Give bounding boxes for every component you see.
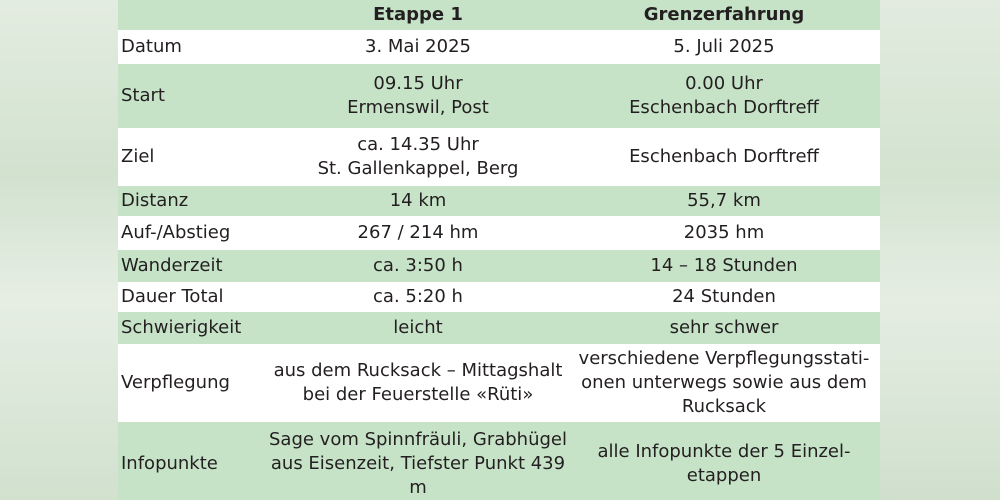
grenzerfahrung-cell [568,186,880,216]
table-row [118,64,880,128]
grenzerfahrung-cell-line: Eschenbach Dorftreff [629,146,819,167]
header-label-cell [118,0,268,30]
row-label: Infopunkte [121,453,218,474]
etappe-1-cell [268,344,568,422]
etappe-1-cell-line: Sage vom Spinnfräuli, Grabhügel [268,429,567,450]
grenzerfahrung-cell [568,128,880,186]
row-label: Datum [121,36,182,57]
grenzerfahrung-cell-line: 0.00 Uhr [685,73,763,94]
grenzerfahrung-cell-line: 24 Stunden [672,286,776,307]
etappe-1-cell-line: ca. 5:20 h [373,286,463,307]
etappe-1-cell-line: 267 / 214 hm [357,222,479,243]
grenzerfahrung-cell-line: verschiedene Verpflegungsstati- [578,348,870,369]
grenzerfahrung-cell [568,30,880,64]
background-right [880,0,1000,500]
grenzerfahrung-cell [568,312,880,344]
background-left [0,0,118,500]
grenzerfahrung-cell [568,64,880,128]
etappe-1-cell-line: ca. 14.35 Uhr [357,134,479,155]
etappe-1-cell [268,282,568,312]
etappe-1-cell [268,422,568,500]
etappe-1-cell-line: St. Gallenkappel, Berg [317,158,519,179]
etappe-1-cell-line: leicht [393,317,443,338]
grenzerfahrung-cell-line: sehr schwer [669,317,779,338]
row-label: Dauer Total [121,286,224,307]
grenzerfahrung-cell-line: 5. Juli 2025 [673,36,775,57]
table-row [118,312,880,344]
row-label: Auf-/Abstieg [121,222,231,243]
comparison-table [118,0,880,500]
etappe-1-cell [268,64,568,128]
etappe-1-cell [268,216,568,250]
grenzerfahrung-cell-line: 2035 hm [683,222,765,243]
table-row [118,282,880,312]
grenzerfahrung-cell-line: Eschenbach Dorftreff [629,97,819,118]
comparison-table-container [118,0,880,500]
header-etappe-1: Etappe 1 [373,4,463,25]
table-row [118,216,880,250]
etappe-1-cell-line: ca. 3:50 h [373,255,463,276]
table-row [118,422,880,500]
grenzerfahrung-cell [568,282,880,312]
grenzerfahrung-cell-line: 55,7 km [687,190,761,211]
grenzerfahrung-cell [568,216,880,250]
table-row [118,250,880,282]
grenzerfahrung-cell-line: etappen [686,465,762,486]
row-label: Verpflegung [121,372,230,393]
etappe-1-cell-line: Ermenswil, Post [347,97,489,118]
table-row [118,30,880,64]
etappe-1-cell-line: aus Eisenzeit, Tiefster Punkt 439 [270,453,566,474]
etappe-1-cell-line: 09.15 Uhr [373,73,463,94]
grenzerfahrung-cell [568,250,880,282]
row-label: Start [121,85,165,106]
etappe-1-cell-line: m [409,477,427,498]
row-label: Distanz [121,190,189,211]
etappe-1-cell [268,250,568,282]
etappe-1-cell [268,312,568,344]
etappe-1-cell [268,186,568,216]
grenzerfahrung-cell [568,422,880,500]
table-row [118,344,880,422]
etappe-1-cell [268,128,568,186]
header-grenzerfahrung: Grenzerfahrung [643,4,805,25]
etappe-1-cell [268,30,568,64]
etappe-1-cell-line: 3. Mai 2025 [365,36,471,57]
etappe-1-cell-line: aus dem Rucksack – Mittagshalt [273,360,563,381]
table-header-row [118,0,880,30]
table-body [118,30,880,500]
etappe-1-cell-line: 14 km [389,190,447,211]
etappe-1-cell-line: bei der Feuerstelle «Rüti» [302,384,534,405]
grenzerfahrung-cell [568,344,880,422]
row-label: Wanderzeit [121,255,223,276]
grenzerfahrung-cell-line: 14 – 18 Stunden [650,255,798,276]
row-label: Schwierigkeit [121,317,242,338]
grenzerfahrung-cell-line: alle Infopunkte der 5 Einzel- [597,441,851,462]
table-row [118,186,880,216]
grenzerfahrung-cell-line: onen unterwegs sowie aus dem [581,372,867,393]
grenzerfahrung-cell-line: Rucksack [681,396,767,417]
table-row [118,128,880,186]
row-label: Ziel [121,146,155,167]
